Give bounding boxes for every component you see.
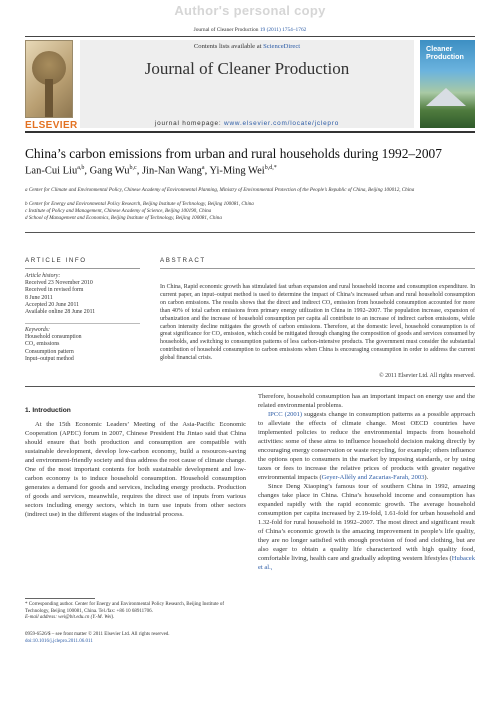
footnote-rule bbox=[25, 598, 95, 599]
abstract-rule bbox=[160, 268, 475, 269]
sciencedirect-link[interactable]: ScienceDirect bbox=[263, 43, 301, 50]
keyword: Input–output method bbox=[25, 355, 74, 362]
article-title: China’s carbon emissions from urban and rural households during 1992–2007 bbox=[25, 146, 442, 161]
intro-paragraph: IPCC (2001) suggests change in consumption patterns as a possible approach to alleviate the effects of climate change. Most OECD countries have implemented policies to reduce the environmental impacts from household activities: some of these aims to influence household decision making directly by encouraging energy conservation or waste recycling, for example; others influence the options open to consumers in the market by imposing standards, or by using taxes or fees to increase the relative prices of products with greater negative environmental impacts (Geyer-Allély and Zacarias-Farah, 2003). bbox=[258, 411, 475, 481]
history-line: Received 23 November 2010 bbox=[25, 280, 93, 287]
intro-paragraph: Therefore, household consumption has an important impact on energy use and the related environmental problems. bbox=[258, 393, 475, 409]
journal-cover-thumbnail[interactable] bbox=[420, 40, 475, 128]
watermark-text: Author's personal copy bbox=[174, 3, 326, 18]
keyword: Household consumption bbox=[25, 334, 82, 341]
journal-title: Journal of Cleaner Production bbox=[144, 59, 350, 78]
author-name[interactable]: Yi-Ming Wei bbox=[209, 165, 265, 177]
history-line: Accepted 20 June 2011 bbox=[25, 301, 80, 308]
doi-link[interactable]: doi:10.1016/j.jclepro.2011.06.011 bbox=[25, 638, 93, 644]
abstract-heading: ABSTRACT bbox=[160, 257, 206, 264]
cover-mountain-icon bbox=[426, 88, 466, 106]
elsevier-wordmark: ELSEVIER bbox=[25, 120, 78, 131]
keyword: Consumption pattern bbox=[25, 348, 74, 355]
intro-left-paragraph: At the 15th Economic Leaders’ Meeting of the Asia-Pacific Economic Cooperation (APEC) forum in 2007, Chinese President Hu Jintao said that China should ensure that both production and consumption are compatible with sustainable development, develop low-carbon economy, build a resources-saving and environment-friendly society and thus address the root cause of climate change. One of the most important contents for both sustainable development and low-carbon economy is to induce household consumption. Household consumption generates a demand for goods and services, including energy products. Production of goods and services, meanwhile, requires the direct use of inputs from various sectors including energy sectors, which in turn use inputs from other sectors (indirect use) in the different stages of the industrial process. bbox=[25, 421, 246, 518]
affiliation: b Center for Energy and Environmental Policy Research, Beijing Institute of Technology, Beijing 100081, China bbox=[25, 201, 254, 207]
history-line: Received in revised form bbox=[25, 287, 84, 294]
section-divider bbox=[25, 232, 475, 233]
keywords-rule bbox=[25, 323, 140, 324]
hubacek-citation-link[interactable]: Hubacek et al., bbox=[258, 555, 475, 571]
author-affil-marks: b,d,* bbox=[264, 165, 277, 171]
masthead-bottom-rule bbox=[25, 131, 475, 133]
ipcc-citation-link[interactable]: IPCC (2001) bbox=[268, 411, 303, 418]
article-history bbox=[25, 273, 140, 316]
affiliation: a Center for Climate and Environmental Policy, Chinese Academy of Environmental Planning, Ministry of Environmental Protection of the People’s Republic of China, Beijing 100012, China bbox=[25, 187, 415, 193]
citation-ref[interactable]: 19 (2011) 1754–1762 bbox=[259, 27, 307, 33]
journal-homepage-link[interactable]: www.elsevier.com/locate/jclepro bbox=[224, 120, 340, 127]
author-name[interactable]: Jin-Nan Wang bbox=[141, 165, 202, 177]
article-info-rule bbox=[25, 268, 140, 269]
keywords-label: Keywords: bbox=[25, 327, 50, 333]
masthead-top-rule bbox=[25, 36, 475, 37]
article-info-heading: ARTICLE INFO bbox=[25, 257, 87, 264]
abstract-bottom-rule bbox=[25, 386, 475, 387]
affiliation: d School of Management and Economics, Beijing Institute of Technology, Beijing 100081, China bbox=[25, 215, 222, 221]
author-list: Lan-Cui Liu$^{a,b}$, Gang Wu$^{b,c}$, Jin-Nan Wang$^a$, Yi-Ming Wei$^{b,d,*}$ bbox=[25, 165, 277, 177]
citation-journal: Journal of Cleaner Production bbox=[193, 27, 259, 33]
issn-line: 0959-6526/$ – see front matter © 2011 Elsevier Ltd. All rights reserved. bbox=[25, 632, 170, 637]
corresponding-author-text: * Corresponding author. Center for Energy and Environmental Policy Research, Beijing Institute of Technology, Beijing 100081, China. Tel./fax: +86 10 68911706. bbox=[25, 602, 225, 614]
affiliation: c Institute of Policy and Management, Chinese Academy of Science, Beijing 100190, China bbox=[25, 208, 212, 214]
author-affil-marks: a bbox=[201, 165, 205, 171]
author-affil-marks: b,c bbox=[129, 165, 137, 171]
geyer-citation-link[interactable]: Geyer-Allély and Zacarias-Farah, 2003 bbox=[321, 474, 425, 481]
article-history-label: Article history: bbox=[25, 273, 61, 279]
cover-title: Cleaner Production bbox=[426, 44, 464, 61]
abstract-text: In China, Rapid economic growth has stimulated fast urban expansion and rural household income and consumption expenditure. In current paper, an input–output method is used to determine the impact of China’s increased urban and rural household consumption on carbon emissions. The results shows that the direct and indirect CO₂ emission from household consumption accounted for more than 40% of total carbon emissions from primary energy utilization in China in 1992–2007. The population increase, expansion of urbanization and the increase of household consumption per capita all contribute to an increase of indirect carbon emissions, while carbon intensity decline mitigates the growth of carbon emissions. Therefore, at the domestic level, household consumption is of great significance for CO₂ emission, which could be mitigated through changing the composition of goods and services consumed by households, and switching to consumption patterns of less carbon-intensive products. The government must consider the substantial contribution of household consumption to carbon emissions when China is encouraging consumption in order to address the current global financial crisis. bbox=[160, 284, 475, 362]
history-line: Available online 28 June 2011 bbox=[25, 309, 96, 316]
author-name[interactable]: Lan-Cui Liu bbox=[25, 165, 78, 177]
history-line: 8 June 2011 bbox=[25, 294, 53, 301]
masthead-center-panel bbox=[80, 40, 414, 128]
keywords-block bbox=[25, 327, 140, 363]
publication-info bbox=[25, 632, 245, 645]
corresponding-author-footnote bbox=[25, 602, 245, 622]
introduction-heading: 1. Introduction bbox=[25, 407, 71, 414]
keyword: CO₂ emissions bbox=[25, 341, 60, 348]
copyright-notice: © 2011 Elsevier Ltd. All rights reserved. bbox=[379, 373, 475, 379]
intro-right-column bbox=[258, 392, 475, 572]
author-affil-marks: a,b bbox=[77, 165, 85, 171]
intro-paragraph: Since Deng Xiaoping’s famous tour of southern China in 1992, amazing changes take place in China. China’s household income and consumption has expanded rapidly with the rapid economic growth. The average household consumption per capita increased by 2.19-fold, 1.61-fold for urban household and 1.32-fold for rural household in 1992–2007. The most direct and significant result of China’s economic growth is the amazing improvement in people’s life quality, they are no longer satisfied with enough provision of food and clothing, but are also eager to obtain a quality life characterized with high quality food, comfortable living, health care and gradually adopting western lifestyles (Hubacek et al., bbox=[258, 483, 475, 571]
journal-citation bbox=[0, 27, 500, 33]
elsevier-logo[interactable] bbox=[25, 40, 78, 131]
contents-line: Contents lists available at ScienceDirect bbox=[193, 43, 301, 50]
elsevier-tree-icon bbox=[25, 40, 73, 118]
journal-homepage: journal homepage: www.elsevier.com/locate/jclepro bbox=[154, 120, 340, 127]
author-name[interactable]: Gang Wu bbox=[89, 165, 130, 177]
author-email[interactable]: E-mail address: wei@bit.edu.cn (Y.-M. Wei). bbox=[25, 615, 115, 621]
